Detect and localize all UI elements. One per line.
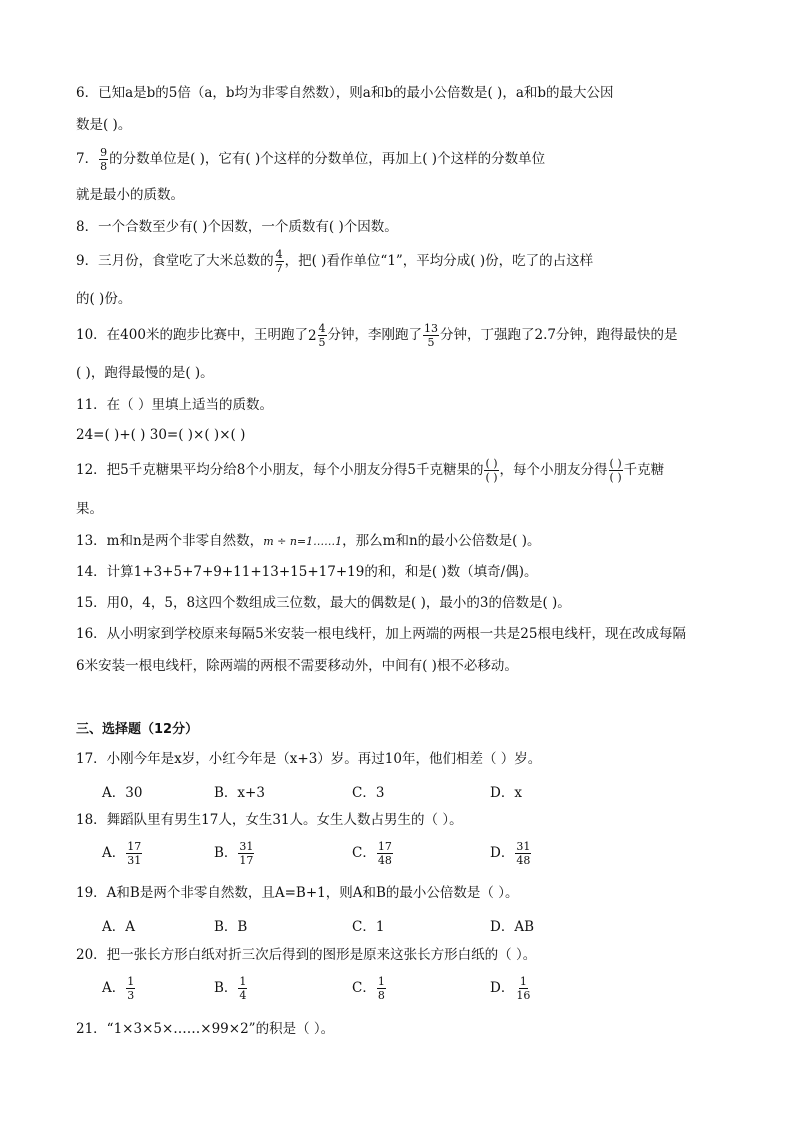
q18-option-d[interactable]: [490, 840, 532, 867]
q10-numerator-2: 13: [424, 322, 439, 335]
q20-a-denominator: 3: [127, 989, 135, 1002]
q18-label-a: A．: [102, 845, 126, 861]
q7-text: 的分数单位是( )，它有( )个这样的分数单位，再加上( )个这样的分数单位: [109, 151, 546, 167]
q19-option-c[interactable]: C．1: [352, 919, 385, 935]
q18-a-denominator: 31: [127, 854, 142, 867]
q20-option-a[interactable]: [102, 975, 136, 1002]
q18-b-numerator: 31: [239, 840, 254, 853]
q12-text-b: ，每个小朋友分得: [499, 462, 608, 478]
q15-line: 15．用0，4，5，8这四个数组成三位数，最大的偶数是( )，最小的3的倍数是( )。: [76, 595, 571, 611]
q10-whole: 2: [307, 327, 317, 344]
q10-text-b: 分钟，李刚跑了: [327, 327, 423, 343]
q20-label-d: D．: [490, 980, 515, 996]
q17-option-d[interactable]: D．x: [490, 785, 522, 801]
q20-d-denominator: 16: [516, 989, 531, 1002]
q12-blank-fraction-1: [484, 457, 498, 484]
q20-fraction-d: [515, 975, 531, 1002]
q20-option-c[interactable]: [352, 975, 387, 1002]
q10-fraction-2: [423, 322, 439, 349]
q18-fraction-b: [238, 840, 254, 867]
q20-a-numerator: 1: [127, 975, 135, 988]
q10-fraction-1: [318, 322, 327, 349]
q18-c-denominator: 48: [377, 854, 392, 867]
q6-line2: 数是( )。: [76, 117, 132, 133]
q12-line1: [76, 456, 664, 484]
q14-line: 14．计算1+3+5+7+9+11+13+15+17+19的和，和是( )数（填奇/偶)。: [76, 564, 538, 580]
q13-text-b: ，那么m和n的最小公倍数是( )。: [342, 533, 541, 549]
q19-option-b[interactable]: B．B: [214, 919, 248, 935]
q20-fraction-c: [377, 975, 386, 1002]
q9-text-b: ，把( )看作单位“1”，平均分成( )份，吃了的占这样: [284, 253, 594, 269]
q18-label-b: B．: [214, 845, 238, 861]
q18-option-a[interactable]: [102, 840, 143, 867]
q18-fraction-c: [377, 840, 393, 867]
q9-line2: 的( )份。: [76, 291, 132, 307]
q10-text-a: 10．在400米的跑步比赛中，王明跑了: [76, 327, 308, 343]
q18-label-d: D．: [490, 845, 515, 861]
q20-label-a: A．: [102, 980, 126, 996]
q10-mixed-number: [308, 322, 328, 349]
q7-denominator: 8: [100, 160, 108, 173]
q20-label-c: C．: [352, 980, 376, 996]
q12-line2: 果。: [76, 501, 103, 517]
q20-b-denominator: 4: [239, 989, 247, 1002]
q18-label-c: C．: [352, 845, 376, 861]
q20-fraction-a: [126, 975, 135, 1002]
q11-line1: 11．在（ ）里填上适当的质数。: [76, 397, 273, 413]
q20-c-numerator: 1: [377, 975, 385, 988]
q18-c-numerator: 17: [377, 840, 392, 853]
q18-stem: 18．舞蹈队里有男生17人，女生31人。女生人数占男生的（ ）。: [76, 812, 463, 828]
q7-line2: 就是最小的质数。: [76, 187, 184, 203]
q20-fraction-b: [238, 975, 247, 1002]
q17-option-c[interactable]: C．3: [352, 785, 385, 801]
q9-numerator: 4: [275, 248, 283, 261]
q20-label-b: B．: [214, 980, 238, 996]
q21-stem: 21．“1×3×5×……×99×2”的积是（ ）。: [76, 1021, 335, 1037]
q6-line1: 6．已知a是b的5倍（a，b均为非零自然数），则a和b的最小公倍数是( )，a和b的最大公因: [76, 85, 614, 101]
q12-text-c: 千克糖: [623, 462, 665, 478]
q12-blank-fraction-2: [609, 457, 623, 484]
q20-c-denominator: 8: [377, 989, 385, 1002]
q11-line2: 24=( )+( ) 30=( )×( )×( ): [76, 427, 246, 443]
q13-text-a: 13．m和n是两个非零自然数，: [76, 533, 264, 549]
q20-stem: 20．把一张长方形白纸对折三次后得到的图形是原来这张长方形白纸的（ ）。: [76, 947, 537, 963]
q10-denominator-2: 5: [427, 336, 435, 349]
q12-blank-denominator-2: ( ): [609, 471, 622, 484]
q9-line1: [76, 248, 593, 275]
q12-blank-denominator-1: ( ): [485, 471, 498, 484]
q12-blank-numerator-1: ( ): [485, 457, 498, 470]
q19-option-a[interactable]: A．A: [102, 919, 135, 935]
q20-b-numerator: 1: [239, 975, 247, 988]
q16-line2: 6米安装一根电线杆，除两端的两根不需要移动外，中间有( )根不必移动。: [76, 658, 518, 674]
q17-option-a[interactable]: A．30: [102, 785, 143, 801]
q7-number: 7．: [76, 151, 99, 167]
q9-fraction: [275, 248, 284, 275]
q17-option-b[interactable]: B．x+3: [214, 785, 265, 801]
q9-denominator: 7: [275, 262, 283, 275]
q18-d-denominator: 48: [516, 854, 531, 867]
q10-line2: ( )，跑得最慢的是( )。: [76, 365, 214, 381]
q19-option-d[interactable]: D．AB: [490, 919, 534, 935]
q10-numerator-1: 4: [318, 322, 326, 335]
q20-option-d[interactable]: [490, 975, 532, 1002]
q10-denominator-1: 5: [318, 336, 326, 349]
q9-text-a: 9．三月份，食堂吃了大米总数的: [76, 253, 274, 269]
q18-fraction-a: [126, 840, 142, 867]
q18-fraction-d: [515, 840, 531, 867]
q13-line: [76, 532, 540, 551]
q16-line1: 16．从小明家到学校原来每隔5米安装一根电线杆，加上两端的两根一共是25根电线杆，现在改成每隔: [76, 626, 686, 642]
q10-line1: [76, 322, 678, 349]
q12-blank-numerator-2: ( ): [609, 457, 622, 470]
q17-stem: 17．小刚今年是x岁，小红今年是（x+3）岁。再过10年，他们相差（ ）岁。: [76, 751, 542, 767]
q10-text-c: 分钟，丁强跑了2.7分钟，跑得最快的是: [440, 327, 678, 343]
q18-b-denominator: 17: [239, 854, 254, 867]
q7-line1: [76, 146, 545, 173]
q13-expression: m ÷ n=1……1: [263, 535, 343, 548]
q18-d-numerator: 31: [516, 840, 531, 853]
q18-option-b[interactable]: [214, 840, 255, 867]
q20-option-b[interactable]: [214, 975, 248, 1002]
q20-d-numerator: 1: [519, 975, 527, 988]
q7-fraction: [99, 146, 108, 173]
q8-line: 8．一个合数至少有( )个因数，一个质数有( )个因数。: [76, 219, 398, 235]
q19-stem: 19．A和B是两个非零自然数，且A=B+1，则A和B的最小公倍数是（ ）。: [76, 885, 519, 901]
q18-option-c[interactable]: [352, 840, 394, 867]
section-3-heading: 三、选择题（12分）: [76, 722, 199, 737]
q7-numerator: 9: [100, 146, 108, 159]
q12-text-a: 12．把5千克糖果平均分给8个小朋友，每个小朋友分得5千克糖果的: [76, 462, 484, 478]
q18-a-numerator: 17: [127, 840, 142, 853]
